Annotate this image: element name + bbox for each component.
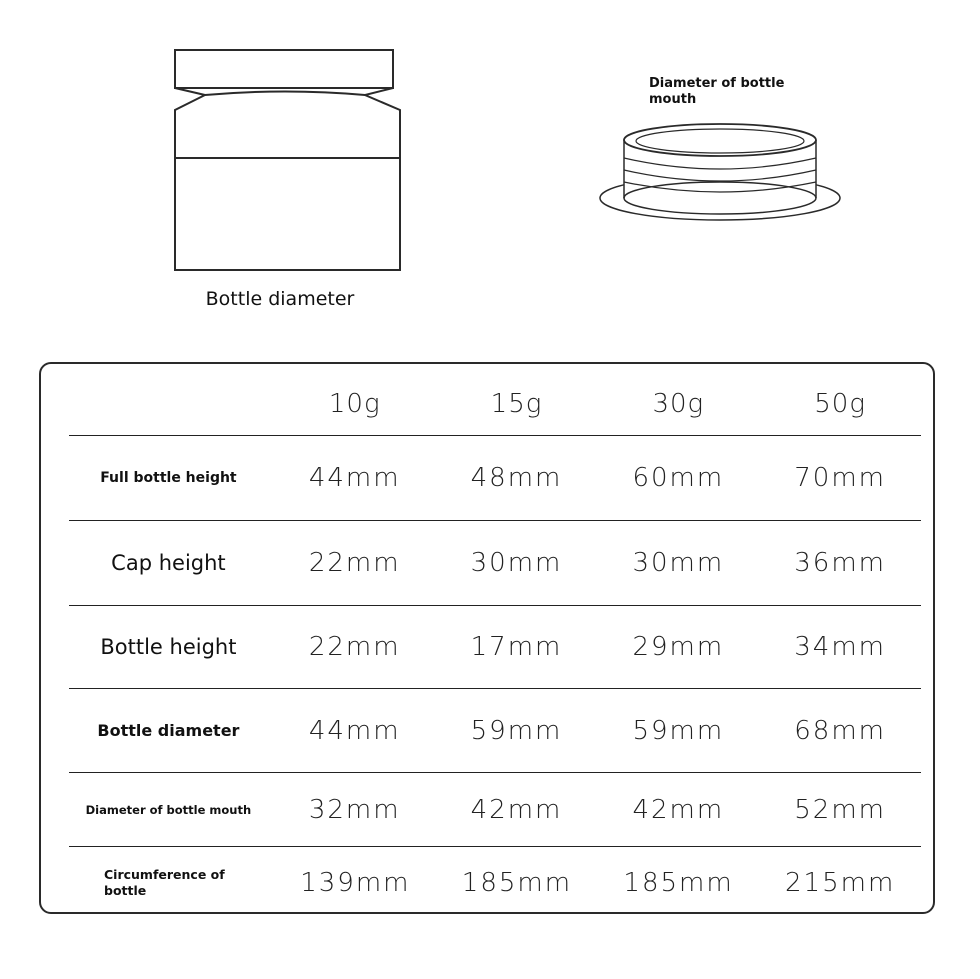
table-header-row [69, 364, 921, 436]
table-cell: 22mm [308, 548, 401, 578]
column-header-30g: 30g [652, 388, 705, 419]
column-header-50g: 50g [814, 388, 866, 419]
table-cell: 17mm [470, 632, 563, 662]
table-cell: 42mm [470, 794, 563, 825]
table-row [69, 606, 921, 689]
table-cell: 44mm [308, 715, 401, 746]
table-cell: 68mm [794, 715, 886, 746]
table-row [69, 689, 921, 773]
table-cell: 59mm [632, 715, 725, 746]
table-cell: 22mm [308, 632, 401, 662]
row-label-cap-height: Cap height [111, 551, 226, 575]
table-row [69, 521, 921, 606]
table-cell: 60mm [632, 463, 725, 493]
row-label-diameter-of-bottle-mouth: Diameter of bottle mouth [85, 802, 252, 817]
table-cell: 34mm [794, 632, 886, 662]
row-label-full-bottle-height: Full bottle height [100, 470, 237, 486]
column-header-10g: 10g [328, 388, 381, 419]
jar-illustration [160, 40, 410, 280]
table-cell: 30mm [632, 548, 725, 578]
bottle-diameter-caption: Bottle diameter [205, 288, 355, 310]
table-cell: 42mm [632, 794, 725, 825]
table-cell: 48mm [470, 463, 563, 493]
table-cell: 32mm [308, 794, 401, 825]
table-cell: 29mm [632, 632, 725, 662]
table-cell: 36mm [794, 548, 886, 578]
table-cell: 185mm [461, 868, 573, 898]
table-cell: 70mm [794, 463, 886, 493]
table-cell: 44mm [308, 463, 401, 493]
size-table-grid [69, 364, 921, 919]
row-label-circumference-of-bottle: Circumference of bottle [104, 867, 225, 898]
table-cell: 185mm [623, 868, 734, 898]
size-table [39, 362, 935, 914]
table-row [69, 436, 921, 521]
table-cell: 52mm [794, 794, 886, 825]
bottle-mouth-illustration [590, 118, 850, 228]
row-label-bottle-height: Bottle height [100, 635, 237, 659]
table-cell: 59mm [470, 715, 563, 746]
table-cell: 30mm [470, 548, 563, 578]
table-row [69, 847, 921, 919]
bottle-mouth-caption: Diameter of bottle mouth [649, 76, 785, 107]
table-cell: 215mm [785, 868, 896, 898]
row-label-bottle-diameter: Bottle diameter [97, 721, 240, 740]
table-cell: 139mm [300, 868, 411, 898]
column-header-15g: 15g [490, 388, 543, 419]
table-row [69, 773, 921, 847]
